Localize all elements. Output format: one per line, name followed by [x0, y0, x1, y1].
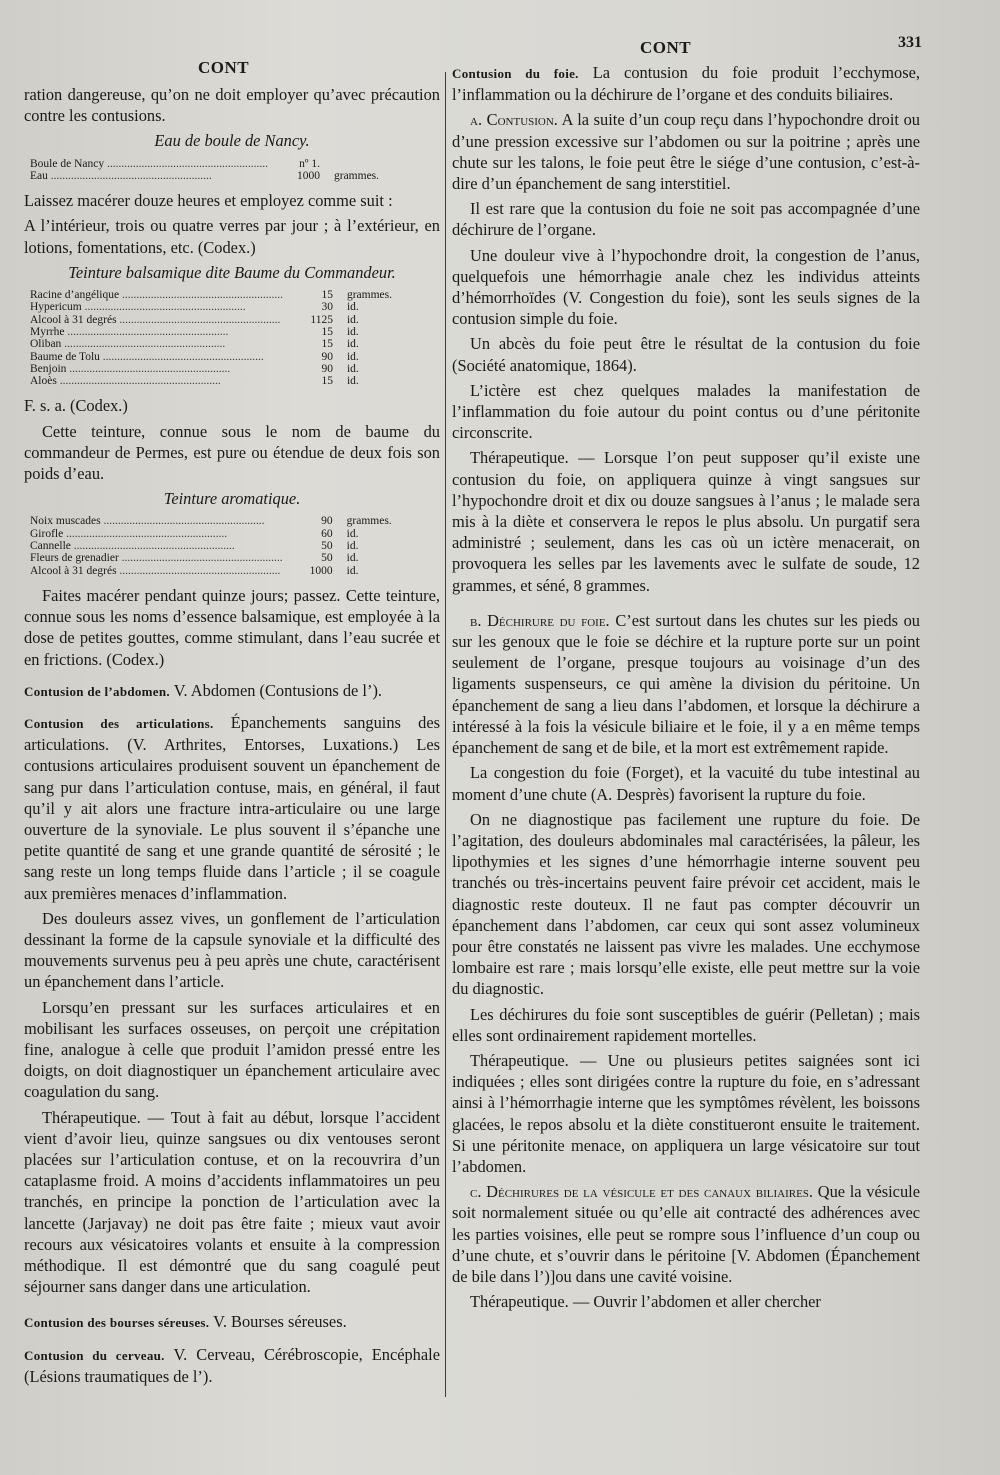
- page-number: 331: [898, 34, 922, 51]
- ingredient-name: Myrrhe .....: [30, 326, 228, 338]
- left-running-head: CONT: [198, 58, 250, 77]
- recipe-row: [30, 338, 407, 350]
- ingredient-unit: grammes.: [346, 515, 392, 528]
- subsection-vesicule: [452, 1181, 920, 1287]
- subsection-label: c. Déchirures de la vésicule et des canaux biliaires.: [470, 1182, 814, 1202]
- paragraph: La congestion du foie (Forget), et la vacuité du tube intestinal au moment d’une chute (A. Desprès) favorisent la rupture du foie.: [452, 763, 920, 804]
- ingredient-quantity: nº 1.: [299, 157, 320, 170]
- ingredient-quantity: 15: [321, 338, 333, 351]
- entry-heading: Contusion des articulations.: [24, 715, 214, 731]
- ingredient-unit: id.: [346, 313, 359, 326]
- ingredient-quantity: 50: [321, 540, 333, 552]
- left-column: [24, 84, 440, 1391]
- entry-heading: Contusion de l’abdomen.: [24, 683, 170, 699]
- entry-articulations: [24, 712, 440, 904]
- ingredient-name: Baume de Tolu .....: [30, 351, 264, 363]
- ingredient-unit: [334, 158, 394, 170]
- ingredient-name: Girofle .....: [30, 528, 227, 540]
- ingredient-unit: id.: [346, 338, 359, 351]
- ingredient-unit: id.: [346, 540, 359, 552]
- ingredient-unit: id.: [346, 301, 359, 314]
- ingredient-unit: id.: [346, 362, 359, 375]
- ingredient-name: Fleurs de grenadier .....: [30, 552, 283, 564]
- paragraph: On ne diagnostique pas facilement une rupture du foie. De l’agitation, des douleurs abdominales mal caractérisées, la pâleur, les lipothymies et les signes d’une hémorrhagie interne souvent peu tranchés ou très-incertains peuvent faire prévoir cet accident, mais le diagnostic reste douteux. Il ne faut pas compter découvrir un épanchement dans l’abdomen, car ceux qui sont assez volumineux pour être constatés ne laissent pas vivre les malades. Une ecchymose lombaire est rare ; mais lorsqu’elle existe, elle peut mettre sur la voie du diagnostic.: [452, 809, 920, 999]
- recipe-table-baume: [30, 289, 407, 387]
- recipe-row: [30, 375, 407, 387]
- recipe-table-aromatique: [30, 515, 407, 576]
- paragraph: Cette teinture, connue sous le nom de baume du commandeur de Permes, est pure ou étendue de deux fois son poids d’eau.: [24, 421, 440, 483]
- ingredient-unit: id.: [346, 350, 359, 363]
- paragraph: Laissez macérer douze heures et employez comme suit :: [24, 191, 393, 211]
- recipe-row: [30, 363, 407, 375]
- recipe-row: [30, 565, 407, 577]
- ingredient-unit: grammes.: [346, 289, 392, 302]
- ingredient-quantity: 30: [321, 301, 333, 314]
- ingredient-quantity: 90: [321, 515, 333, 528]
- recipe-row: [30, 351, 407, 363]
- ingredient-name: Oliban .....: [30, 338, 225, 350]
- recipe-title: Eau de boule de Nancy.: [154, 131, 310, 151]
- entry-body: V. Cerveau, Cérébroscopie, Encéphale (Lésions traumatiques de l’).: [24, 1344, 440, 1386]
- recipe-row: [30, 314, 407, 326]
- ingredient-name: Cannelle .....: [30, 540, 235, 552]
- ingredient-quantity: 1000: [309, 564, 333, 577]
- recipe-row: [30, 528, 407, 540]
- recipe-title: Teinture aromatique.: [163, 489, 301, 509]
- recipe-row: [30, 326, 407, 338]
- ingredient-quantity: 50: [321, 552, 333, 565]
- ingredient-name: Boule de Nancy .....: [30, 158, 268, 170]
- ingredient-name: Hypericum .....: [30, 301, 246, 313]
- paragraph: Thérapeutique. — Lorsque l’on peut supposer qu’il existe une contusion du foie, on appliquera quinze à vingt sangsues sur l’hypochondre droit et dix ou douze sangsues à l’anus ; le malade sera mis à la diète et conservera le repos le plus absolu. Un purgatif sera administré ; seulement, dans les cas où un ictère menacerait, on provoquera les selles par les lavements avec le sulfate de soude, 12 grammes, et séné, 8 grammes.: [452, 448, 920, 595]
- ingredient-name: Benjoin .....: [30, 363, 230, 375]
- paragraph: Thérapeutique. — Ouvrir l’abdomen et aller chercher: [470, 1292, 821, 1312]
- ingredient-unit: id.: [346, 527, 359, 540]
- paragraph: Les déchirures du foie sont susceptibles de guérir (Pelletan) ; mais elles sont ordinairement rapidement mortelles.: [452, 1004, 920, 1045]
- recipe-table-nancy: [30, 158, 394, 183]
- entry-body: Épanchements sanguins des articulations. (V. Arthrites, Entorses, Luxations.) Les contusions articulaires produisent souvent un épanchement de sang pur dans l’articulation contuse, mais, en général, il faut qu’il y ait alors une fracture intra-articulaire ou une large ouverture de la synoviale. Le plus souvent il s’épanche une petite quantité de sang et une grande quantité de sérosité ; le sang reste un long temps fluide dans l’article ; il se coagule aux premières menaces d’inflammation.: [24, 712, 440, 903]
- ingredient-name: Alcool à 31 degrés .....: [30, 565, 280, 577]
- paragraph: A l’intérieur, trois ou quatre verres par jour ; à l’extérieur, en lotions, fomentations, etc. (Codex.): [24, 216, 440, 257]
- entry-body: V. Bourses séreuses.: [213, 1312, 347, 1332]
- recipe-row: [30, 540, 407, 552]
- paragraph: Thérapeutique. — Une ou plusieurs petites saignées sont ici indiquées ; elles sont dirigées contre la rupture du foie, en s’adressant ainsi à l’hémorrhagie interne que les symptômes révèlent, les boissons glacées, le repos absolu et la diète constitueront ensuite le traitement. Si une péritonite menace, on appliquera un large vésicatoire sur tout l’abdomen.: [452, 1050, 920, 1176]
- paragraph: Il est rare que la contusion du foie ne soit pas accompagnée d’une déchirure de l’organe.: [452, 199, 920, 240]
- ingredient-unit: id.: [346, 325, 359, 338]
- paragraph: ration dangereuse, qu’on ne doit employer qu’avec précaution contre les contusions.: [24, 85, 440, 126]
- right-column: [452, 62, 920, 1316]
- ingredient-quantity: 90: [321, 362, 333, 375]
- ingredient-name: Racine d’angélique .....: [30, 289, 283, 301]
- subsection-dechirure: [452, 610, 920, 758]
- entry-foie: [452, 62, 920, 105]
- ingredient-quantity: 15: [321, 289, 333, 302]
- ingredient-name: Aloès .....: [30, 375, 221, 387]
- ingredient-quantity: 15: [321, 325, 333, 338]
- subsection-body: A la suite d’un coup reçu dans l’hypochondre droit ou d’une pression excessive sur l’abdomen ou sur la poitrine ; après une chute sur les talons, le foie peut être le siége d’une contusion, c’est-à-dire d’un épanchement de sang interstitiel.: [452, 110, 920, 194]
- paragraph: Des douleurs assez vives, un gonflement de l’articulation dessinant la forme de la capsule synoviale et la difficulté des mouvements survenus peu à peu après une chute, caractérisent un épanchement dans l’article.: [24, 908, 440, 992]
- paragraph: L’ictère est chez quelques malades la manifestation de l’inflammation du foie autour du point contus ou d’une péritonite circonscrite.: [452, 380, 920, 443]
- recipe-title: Teinture balsamique dite Baume du Commandeur.: [68, 262, 396, 282]
- paragraph: Faites macérer pendant quinze jours; passez. Cette teinture, connue sous les noms d’essence balsamique, est employée à la dose de petites gouttes, comme stimulant, dans l’eau sucrée et en frictions. (Codex.): [24, 585, 440, 669]
- recipe-row: [30, 289, 407, 301]
- entry-cerveau: [24, 1344, 440, 1387]
- ingredient-unit: id.: [346, 375, 359, 388]
- ingredient-quantity: 90: [321, 350, 333, 363]
- ingredient-quantity: 15: [321, 375, 333, 388]
- recipe-row: [30, 515, 407, 527]
- ingredient-unit: grammes.: [334, 169, 380, 182]
- recipe-row: [30, 301, 407, 313]
- entry-bourses: [24, 1311, 440, 1333]
- paragraph: Thérapeutique. — Tout à fait au début, lorsque l’accident vient d’avoir lieu, quinze sangsues ou dix ventouses seront placées sur l’articulation contuse, et on la recouvrira d’un cataplasme froid. A moins d’accidents inflammatoires un peu tranchés, en principe la ponction de l’articulation avec la lancette (Jarjavay) ne doit pas être faite ; mieux vaut avoir recours aux vésicatoires volants et ensuite à la compression méthodique. Il est démontré que du sang coagulé peut séjourner sans danger dans une articulation.: [24, 1107, 440, 1297]
- recipe-row: [30, 552, 407, 564]
- ingredient-unit: id.: [346, 564, 359, 577]
- ingredient-name: Alcool à 31 degrés .....: [30, 314, 280, 326]
- column-rule: [445, 72, 446, 1397]
- subsection-label: b. Déchirure du foie.: [470, 610, 610, 630]
- paragraph: Lorsqu’en pressant sur les surfaces articulaires et en mobilisant les surfaces osseuses, on perçoit une crépitation fine, analogue à celle que produit l’amidon pressé entre les doigts, on doit diagnostiquer un épanchement articulaire avec coagulation du sang.: [24, 997, 440, 1102]
- subsection-body: C’est surtout dans les chutes sur les pieds ou sur les genoux que le foie se déchire et la rupture porte sur un point seulement de l’organe, presque toujours au voisinage d’un des ligaments suspenseurs, ce qui amène la division du péritoine. Un épanchement de sang a lieu dans l’abdomen, et lorsque la déchirure a intéressé à la fois la vésicule biliaire et le foie, il y a en même temps épanchement de sang et de bile, et la mort est extrêmement rapide.: [452, 610, 920, 758]
- ingredient-quantity: 1000: [297, 169, 320, 182]
- entry-heading: Contusion du foie.: [452, 66, 579, 81]
- entry-heading: Contusion du cerveau.: [24, 1347, 165, 1363]
- paragraph: Une douleur vive à l’hypochondre droit, la congestion de l’anus, quelquefois une hémorrhagie anale chez les individus atteints d’hémorrhoïdes (V. Congestion du foie), sont les seuls signes de la contusion simple du foie.: [452, 245, 920, 329]
- entry-body: La contusion du foie produit l’ecchymose, l’inflammation ou la déchirure de l’organe et des conduits biliaires.: [452, 63, 920, 105]
- entry-abdomen: [24, 680, 440, 702]
- paragraph: Un abcès du foie peut être le résultat de la contusion du foie (Société anatomique, 1864).: [452, 334, 920, 375]
- entry-body: V. Abdomen (Contusions de l’).: [173, 680, 382, 700]
- entry-heading: Contusion des bourses séreuses.: [24, 1315, 210, 1331]
- subsection-body: Que la vésicule soit normalement située ou qu’elle ait contracté des adhérences avec les parties voisines, elle peut se rompre sous l’influence d’un coup ou d’une chute, et s’ouvrir dans le péritoine [V. Abdomen (Épanchement de bile dans l’)]ou dans une cavité voisine.: [452, 1182, 920, 1286]
- subsection-label: a. Contusion.: [470, 110, 558, 130]
- ingredient-name: Eau .....: [30, 170, 212, 182]
- paragraph: F. s. a. (Codex.): [24, 396, 128, 416]
- subsection-contusion: [452, 109, 920, 194]
- right-running-head: CONT: [640, 38, 692, 57]
- ingredient-name: Noix muscades .....: [30, 515, 264, 527]
- ingredient-quantity: 60: [321, 527, 333, 540]
- recipe-row: [30, 170, 394, 182]
- recipe-row: [30, 158, 394, 170]
- ingredient-unit: id.: [346, 552, 359, 565]
- ingredient-quantity: 1125: [310, 313, 333, 326]
